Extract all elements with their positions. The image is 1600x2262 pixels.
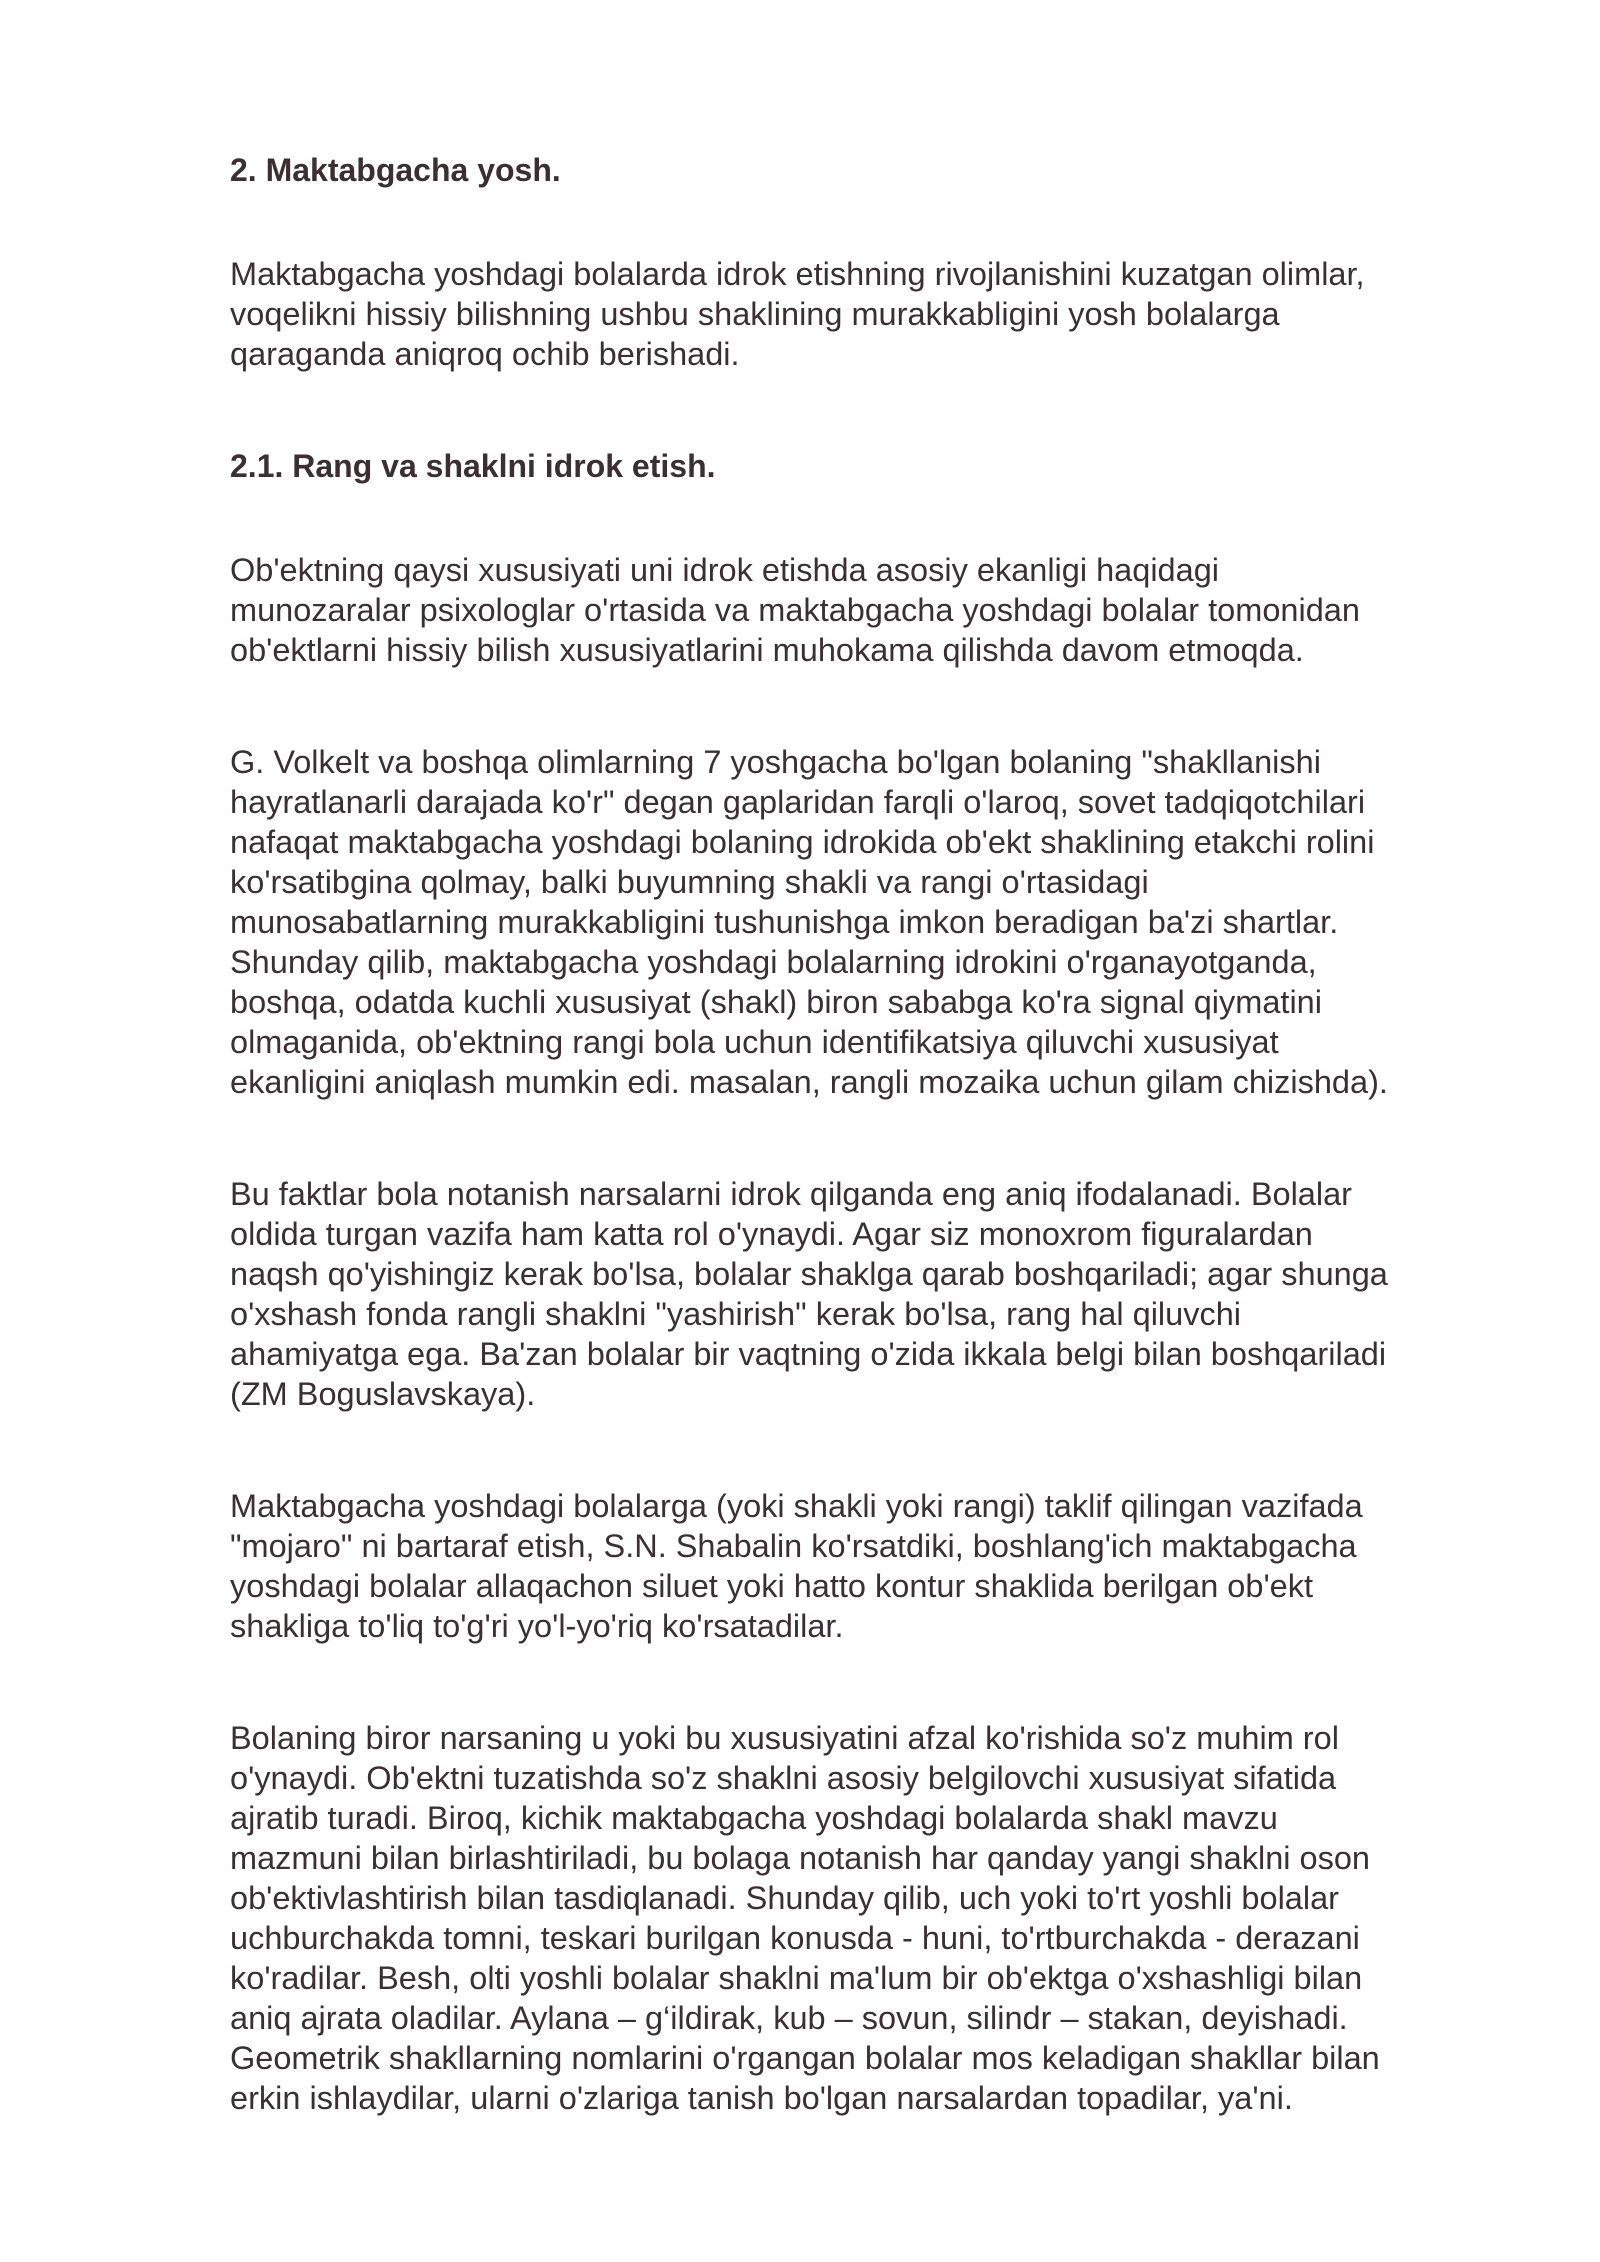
- paragraph-volkelt: G. Volkelt va boshqa olimlarning 7 yoshgacha bo'lgan bolaning "shakllanishi hayratlanarli darajada ko'r" degan gaplaridan farqli o'laroq, sovet tadqiqotchilari nafaqat maktabgacha yoshdagi bolaning idrokida ob'ekt shaklining etakchi rolini ko'rsatibgina qolmay, balki buyumning shakli va rangi o'rtasidagi munosabatlarning murakkabligini tushunishga imkon beradigan ba'zi shartlar. Shunday qilib, maktabgacha yoshdagi bolalarning idrokini o'rganayotganda, boshqa, odatda kuchli xususiyat (shakl) biron sababga ko'ra signal qiymatini olmaganida, ob'ektning rangi bola uchun identifikatsiya qiluvchi xususiyat ekanligini aniqlash mumkin edi. masalan, rangli mozaika uchun gilam chizishda).: [230, 744, 1388, 1100]
- section-heading-maktabgacha-yosh: 2. Maktabgacha yosh.: [230, 152, 561, 188]
- paragraph-word-role: Bolaning biror narsaning u yoki bu xususiyatini afzal ko'rishida so'z muhim rol o'ynaydi. Ob'ektni tuzatishda so'z shaklni asosiy belgilovchi xususiyat sifatida ajratib turadi. Biroq, kichik maktabgacha yoshdagi bolalarda shakl mavzu mazmuni bilan birlashtiriladi, bu bolaga notanish har qanday yangi shaklni oson ob'ektivlashtirish bilan tasdiqlanadi. Shunday qilib, uch yoki to'rt yoshli bolalar uchburchakda tomni, teskari burilgan konusda - huni, to'rtburchakda - derazani ko'radilar. Besh, olti yoshli bolalar shaklni ma'lum bir ob'ektga o'xshashligi bilan aniq ajrata oladilar. Aylana – g‘ildirak, kub – sovun, silindr – stakan, deyishadi. Geometrik shakllarning nomlarini o'rgangan bolalar mos keladigan shakllar bilan erkin ishlaydilar, ularni o'zlariga tanish bo'lgan narsalardan topadilar, ya'ni.: [230, 1720, 1380, 2116]
- subsection-heading-rang-va-shakl: 2.1. Rang va shaklni idrok etish.: [230, 448, 716, 484]
- paragraph-shabalin: Maktabgacha yoshdagi bolalarga (yoki shakli yoki rangi) taklif qilingan vazifada "mojaro" ni bartaraf etish, S.N. Shabalin ko'rsatdiki, boshlang'ich maktabgacha yoshdagi bolalar allaqachon siluet yoki hatto kontur shaklida berilgan ob'ekt shakliga to'liq to'g'ri yo'l-yo'riq ko'rsatadilar.: [230, 1488, 1363, 1644]
- paragraph-intro: Maktabgacha yoshdagi bolalarda idrok etishning rivojlanishini kuzatgan olimlar, voqelikni hissiy bilishning ushbu shaklining murakkabligini yosh bolalarga qaraganda aniqroq ochib berishadi.: [230, 256, 1365, 372]
- paragraph-object-properties: Ob'ektning qaysi xususiyati uni idrok etishda asosiy ekanligi haqidagi munozaralar psixologlar o'rtasida va maktabgacha yoshdagi bolalar tomonidan ob'ektlarni hissiy bilish xususiyatlarini muhokama qilishda davom etmoqda.: [230, 552, 1360, 668]
- paragraph-facts: Bu faktlar bola notanish narsalarni idrok qilganda eng aniq ifodalanadi. Bolalar oldida turgan vazifa ham katta rol o'ynaydi. Agar siz monoxrom figuralardan naqsh qo'yishingiz kerak bo'lsa, bolalar shaklga qarab boshqariladi; agar shunga o'xshash fonda rangli shaklni "yashirish" kerak bo'lsa, rang hal qiluvchi ahamiyatga ega. Ba'zan bolalar bir vaqtning o'zida ikkala belgi bilan boshqariladi (ZM Boguslavskaya).: [230, 1176, 1388, 1412]
- document-page: [230, 150, 1520, 2118]
